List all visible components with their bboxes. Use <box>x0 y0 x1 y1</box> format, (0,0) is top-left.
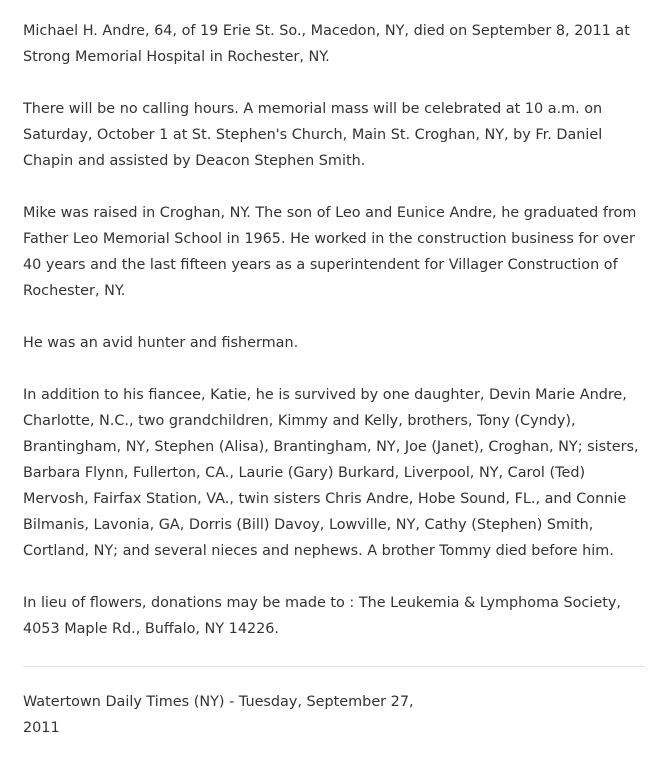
obituary-paragraph-survivors: In addition to his fiancee, Katie, he is survived by one daughter, Devin Marie Andre, Charlotte, N.C., two grandchildren, Kimmy and Kelly, brothers, Tony (Cyndy), Brantingham, NY, Stephen (Alisa), Brantingham, NY, Joe (Janet), Croghan, NY; sisters, Barbara Flynn, Fullerton, CA., Laurie (Gary) Burkard, Liverpool, NY, Carol (Ted) Mervosh, Fairfax Station, VA., twin sisters Chris Andre, Hobe Sound, FL., and Connie Bilmanis, Lavonia, GA, Dorris (Bill) Davoy, Lowville, NY, Cathy (Stephen) Smith, Cortland, NY; and several nieces and nephews. A brother Tommy died before him. <box>23 387 639 559</box>
section-divider <box>23 666 645 667</box>
obituary-paragraph-death-notice: Michael H. Andre, 64, of 19 Erie St. So., Macedon, NY, died on September 8, 2011 at Strong Memorial Hospital in Rochester, NY. <box>23 23 630 65</box>
obituary-paragraph-hobbies: He was an avid hunter and fisherman. <box>23 335 299 351</box>
obituary-body <box>23 18 653 668</box>
obituary-paragraph-biography: Mike was raised in Croghan, NY. The son of Leo and Eunice Andre, he graduated from Father Leo Memorial School in 1965. He worked in the construction business for over 40 years and the last fifteen years as a superintendent for Villager Construction of Rochester, NY. <box>23 205 637 299</box>
obituary-paragraph-donations: In lieu of flowers, donations may be made to : The Leukemia & Lymphoma Society, 4053 Maple Rd., Buffalo, NY 14226. <box>23 595 621 637</box>
publication-source: Watertown Daily Times (NY) - Tuesday, September 27, 2011 <box>23 694 414 736</box>
obituary-paragraph-service: There will be no calling hours. A memorial mass will be celebrated at 10 a.m. on Saturday, October 1 at St. Stephen's Church, Main St. Croghan, NY, by Fr. Daniel Chapin and assisted by Deacon Stephen Smith. <box>23 101 603 169</box>
